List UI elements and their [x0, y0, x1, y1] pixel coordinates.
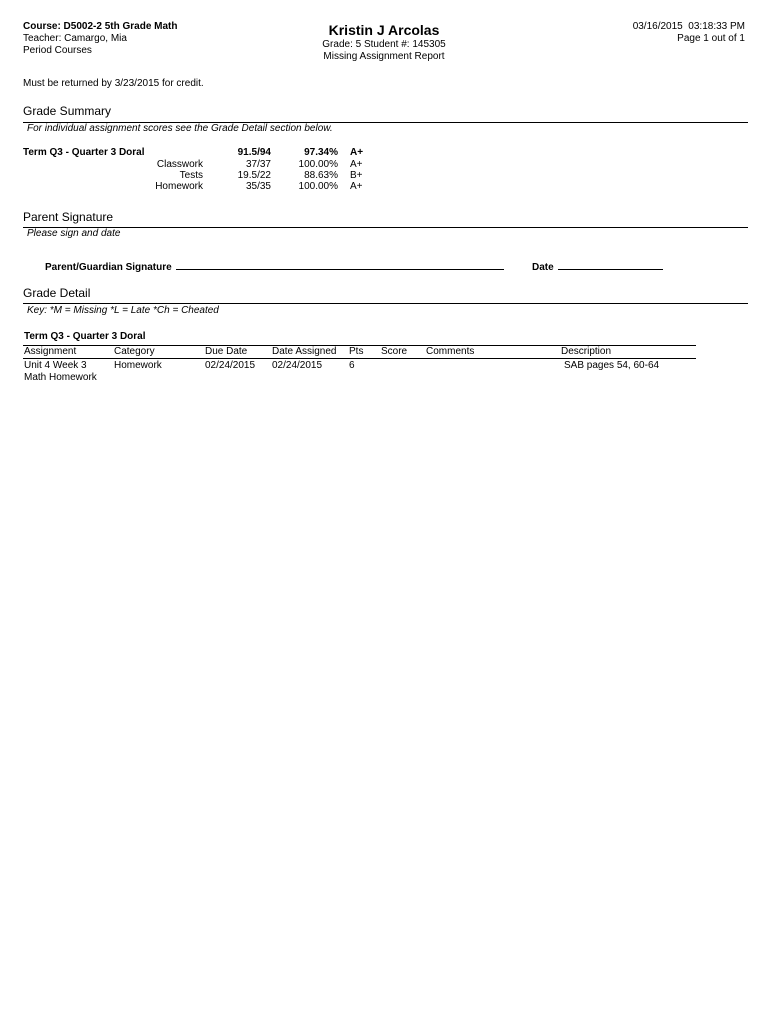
category-points: 35/35 — [245, 181, 271, 192]
grade-detail-divider — [23, 303, 748, 304]
category-name: Classwork — [156, 159, 203, 170]
category-row — [23, 181, 383, 192]
col-header-date-assigned: Date Assigned — [272, 346, 337, 357]
report-meta — [633, 21, 745, 45]
page-number: Page 1 out of 1 — [677, 33, 745, 44]
cell-category: Homework — [114, 360, 162, 371]
col-header-category: Category — [114, 346, 155, 357]
student-name: Kristin J Arcolas — [328, 22, 440, 38]
category-name: Homework — [155, 181, 203, 192]
report-datetime: 03/16/2015 03:18:33 PM — [632, 21, 745, 32]
col-header-description: Description — [561, 346, 612, 357]
term-label: Term Q3 - Quarter 3 Doral — [23, 147, 145, 158]
term-grade: A+ — [350, 147, 364, 158]
category-grade: B+ — [350, 170, 363, 181]
grade-detail-key: Key: *M = Missing *L = Late *Ch = Cheated — [27, 305, 219, 316]
cell-description: SAB pages 54, 60-64 — [564, 360, 660, 371]
teacher-name: Teacher: Camargo, Mia — [23, 33, 127, 44]
grade-summary-title: Grade Summary — [23, 104, 112, 118]
detail-term-label: Term Q3 - Quarter 3 Doral — [24, 331, 146, 342]
student-info — [250, 21, 518, 63]
category-row — [23, 170, 383, 181]
category-name: Tests — [179, 170, 203, 181]
category-grade: A+ — [350, 159, 363, 170]
assignment-line-2: Math Homework — [24, 372, 97, 383]
category-points: 19.5/22 — [237, 170, 271, 181]
course-name: Course: D5002-2 5th Grade Math — [23, 21, 178, 32]
assignment-line-1: Unit 4 Week 3 — [24, 360, 87, 371]
course-info — [23, 21, 178, 57]
date-line[interactable] — [558, 260, 663, 270]
term-summary-row — [23, 147, 383, 158]
col-header-due-date: Due Date — [205, 346, 248, 357]
cell-due-date: 02/24/2015 — [205, 360, 256, 371]
category-points: 37/37 — [245, 159, 271, 170]
col-header-comments: Comments — [426, 346, 475, 357]
parent-signature-note: Please sign and date — [27, 228, 121, 239]
report-title: Missing Assignment Report — [323, 51, 445, 62]
term-points: 91.5/94 — [237, 147, 271, 158]
category-percent: 88.63% — [304, 170, 338, 181]
parent-signature-title: Parent Signature — [23, 210, 114, 224]
category-percent: 100.00% — [298, 181, 338, 192]
date-field[interactable] — [532, 260, 663, 273]
date-label: Date — [532, 262, 554, 273]
signature-field[interactable] — [45, 260, 504, 273]
grade-student-number: Grade: 5 Student #: 145305 — [322, 39, 446, 50]
category-grade: A+ — [350, 181, 363, 192]
col-header-assignment: Assignment — [24, 346, 77, 357]
col-header-score: Score — [381, 346, 408, 357]
category-percent: 100.00% — [298, 159, 338, 170]
grade-detail-title: Grade Detail — [23, 286, 91, 300]
table-header-rule — [23, 358, 696, 359]
category-row — [23, 159, 383, 170]
col-header-pts: Pts — [349, 346, 364, 357]
return-notice: Must be returned by 3/23/2015 for credit. — [23, 78, 204, 89]
grade-summary-note: For individual assignment scores see the Grade Detail section below. — [27, 123, 333, 134]
signature-label: Parent/Guardian Signature — [45, 262, 172, 273]
parent-signature-divider — [23, 227, 748, 228]
cell-assignment — [24, 360, 97, 384]
signature-line[interactable] — [176, 260, 504, 270]
period-label: Period Courses — [23, 45, 92, 56]
cell-pts: 6 — [349, 360, 355, 371]
term-percent: 97.34% — [304, 147, 338, 158]
cell-date-assigned: 02/24/2015 — [272, 360, 323, 371]
